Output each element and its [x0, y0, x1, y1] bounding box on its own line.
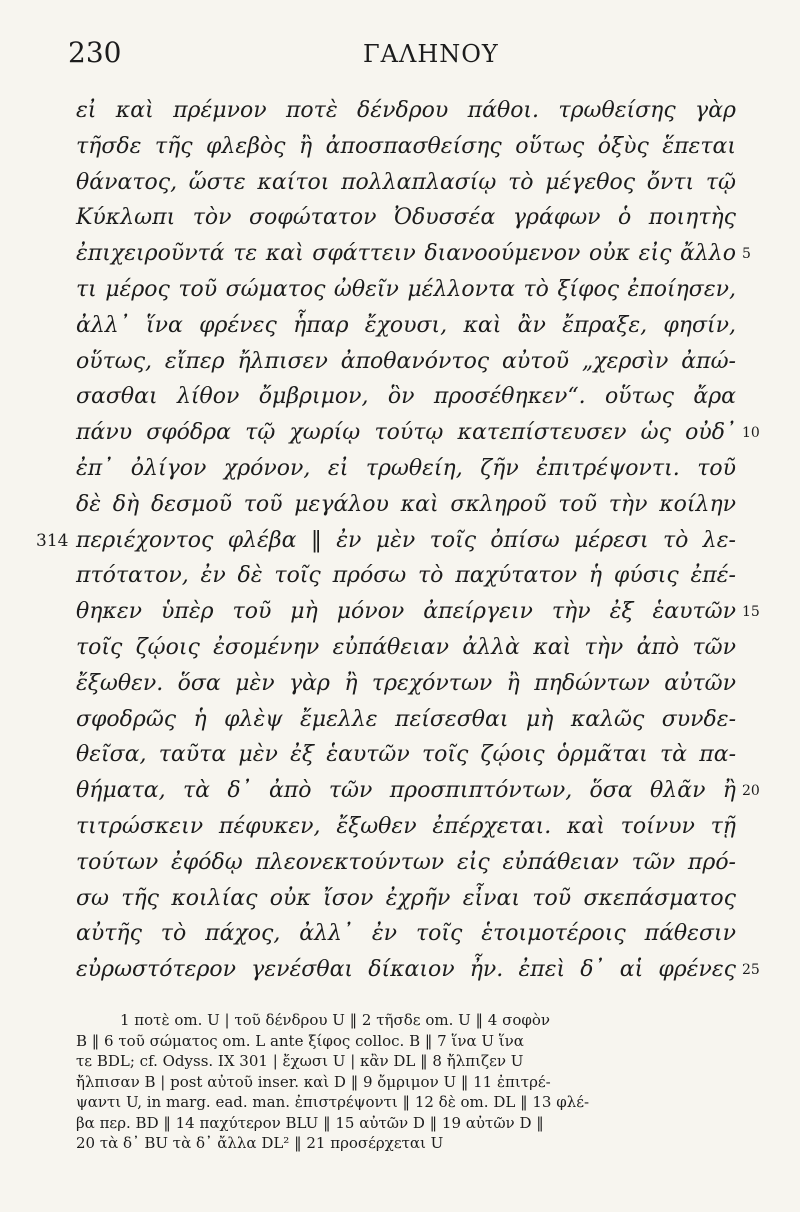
text-line: σω τῆς κοιλίας οὐκ ἴσον ἐχρῆν εἶναι τοῦ σκεπάσματος: [76, 885, 736, 911]
text-line: θεῖσα, ταῦτα μὲν ἐξ ἑαυτῶν τοῖς ζῴοις ὁρμᾶται τὰ πα-: [76, 742, 736, 768]
text-line: τι μέρος τοῦ σώματος ὠθεῖν μέλλοντα τὸ ξίφος ἐποίησεν,: [76, 277, 736, 302]
line-number: 10: [742, 425, 760, 442]
apparatus-line: ἤλπισαν B | post αὐτοῦ inser. καὶ D ‖ 9 ὄμριμον U ‖ 11 ἐπιτρέ-: [76, 1072, 551, 1091]
text-line: σφοδρῶς ἡ φλὲψ ἔμελλε πείσεσθαι μὴ καλῶς συνδε-: [76, 706, 736, 732]
text-line: τιτρώσκειν πέφυκεν, ἔξωθεν ἐπέρχεται. καὶ τοίνυν τῇ: [76, 814, 736, 839]
text-line: τοῖς ζῴοις ἐσομένην εὐπάθειαν ἀλλὰ καὶ τὴν ἀπὸ τῶν: [76, 635, 736, 660]
text-line: Κύκλωπι τὸν σοφώτατον Ὀδυσσέα γράφων ὁ ποιητὴς: [76, 205, 736, 231]
text-line: ἀλλ᾽ ἵνα φρένες ἧπαρ ἔχουσι, καὶ ἂν ἔπραξε, φησίν,: [76, 312, 736, 338]
text-line: δὲ δὴ δεσμοῦ τοῦ μεγάλου καὶ σκληροῦ τοῦ τὴν κοίλην: [76, 491, 736, 517]
text-line: σασθαι λίθον ὄμβριμον, ὃν προσέθηκεν“. οὕτως ἄρα: [76, 384, 736, 410]
text-line: ἐπιχειροῦντά τε καὶ σφάττειν διανοούμενον οὐκ εἰς ἄλλο: [76, 241, 736, 267]
running-title: ΓΑΛΗΝΟΥ: [363, 40, 499, 68]
text-line: θηκεν ὑπὲρ τοῦ μὴ μόνον ἀπείργειν τὴν ἐξ ἑαυτῶν: [76, 599, 736, 625]
apparatus-line: τε BDL; cf. Odyss. IX 301 | ἔχωσι U | κἂν DL ‖ 8 ἤλπιζεν U: [76, 1052, 524, 1070]
text-line: οὕτως, εἴπερ ἤλπισεν ἀποθανόντος αὐτοῦ „χερσὶν ἀπώ-: [76, 348, 736, 374]
text-line: θάνατος, ὥστε καίτοι πολλαπλασίῳ τὸ μέγεθος ὄντι τῷ: [76, 169, 736, 195]
text-line: ἔξωθεν. ὅσα μὲν γὰρ ἢ τρεχόντων ἢ πηδώντων αὐτῶν: [76, 670, 736, 696]
text-line: πτότατον, ἐν δὲ τοῖς πρόσω τὸ παχύτατον ἡ φύσις ἐπέ-: [76, 563, 736, 589]
text-line: περιέχοντος φλέβα ‖ ἐν μὲν τοῖς ὀπίσω μέρεσι τὸ λε-: [76, 527, 736, 553]
line-number: 5: [742, 246, 751, 263]
text-line: τούτων ἐφόδῳ πλεονεκτούντων εἰς εὐπάθειαν τῶν πρό-: [76, 849, 736, 875]
apparatus-line: 20 τὰ δ᾽ BU τὰ δ᾽ ἄλλα DL² ‖ 21 προσέρχεται U: [76, 1134, 444, 1152]
apparatus-line: 1 ποτὲ om. U | τοῦ δένδρου U ‖ 2 τῆσδε om. U ‖ 4 σοφὸν: [120, 1011, 551, 1029]
line-number: 25: [742, 962, 760, 979]
apparatus-line: ψαντι U, in marg. ead. man. ἐπιστρέψοντι ‖ 12 δὲ om. DL ‖ 13 φλέ-: [76, 1093, 590, 1111]
line-number: 15: [742, 604, 760, 621]
text-line: θήματα, τὰ δ᾽ ἀπὸ τῶν προσπιπτόντων, ὅσα θλᾶν ἢ: [76, 778, 736, 804]
apparatus-line: βα περ. BD ‖ 14 παχύτερον BLU ‖ 15 αὐτῶν D ‖ 19 αὐτῶν D ‖: [76, 1113, 544, 1132]
critical-apparatus: [76, 1010, 736, 1154]
margin-page-reference: 314: [36, 530, 69, 551]
line-number: 20: [742, 783, 760, 800]
page-number: 230: [68, 36, 122, 69]
text-line: αὐτῆς τὸ πάχος, ἀλλ᾽ ἐν τοῖς ἑτοιμοτέροις πάθεσιν: [76, 921, 736, 947]
text-line: εὐρωστότερον γενέσθαι δίκαιον ἦν. ἐπεὶ δ᾽ αἱ φρένες: [76, 957, 736, 983]
text-line: τῆσδε τῆς φλεβὸς ἢ ἀποσπασθείσης οὕτως ὀξὺς ἕπεται: [76, 133, 736, 159]
text-line: πάνυ σφόδρα τῷ χωρίῳ τούτῳ κατεπίστευσεν ὡς οὐδ᾽: [76, 420, 736, 446]
apparatus-line: B ‖ 6 τοῦ σώματος om. L ante ξίφος colloc. B ‖ 7 ἵνα U ἵνα: [76, 1031, 524, 1050]
text-line: ἐπ᾽ ὀλίγον χρόνον, εἰ τρωθείη, ζῆν ἐπιτρέψοντι. τοῦ: [76, 456, 736, 481]
page-header: [68, 36, 758, 76]
text-line: εἰ καὶ πρέμνον ποτὲ δένδρου πάθοι. τρωθείσης γὰρ: [76, 98, 736, 123]
